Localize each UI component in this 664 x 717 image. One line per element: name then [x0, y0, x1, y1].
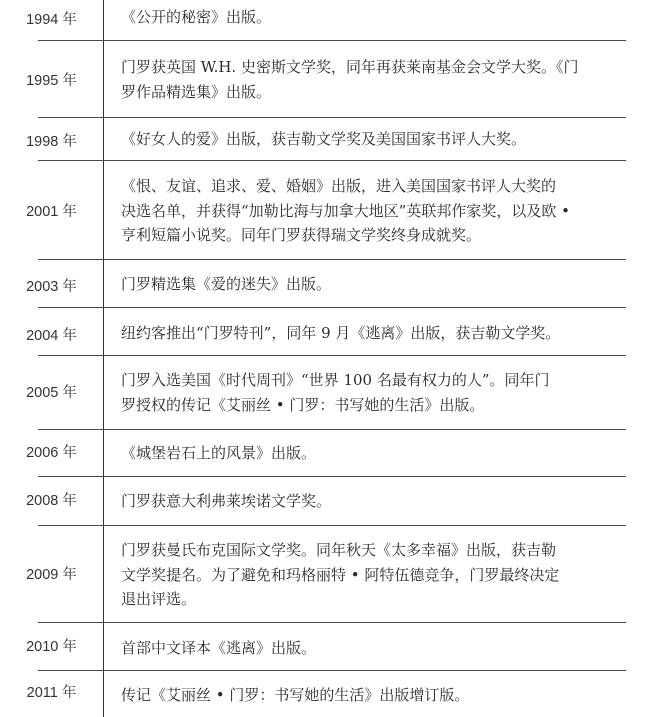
event-line: 罗授权的传记《艾丽丝 • 门罗：书写她的生活》出版。 — [121, 395, 485, 414]
timeline-year: 2004 年 — [26, 328, 77, 344]
timeline-year: 1995 年 — [26, 73, 77, 89]
event-line: 传记《艾丽丝 • 门罗：书写她的生活》出版增订版。 — [121, 686, 470, 704]
timeline-year: 2008 年 — [26, 493, 77, 509]
timeline-event — [121, 489, 624, 514]
event-line: 门罗获曼氏布克国际文学奖。同年秋天《太多幸福》出版，获吉勒 — [121, 541, 557, 559]
timeline-row — [0, 671, 664, 717]
timeline-row — [0, 430, 664, 476]
timeline-event — [121, 538, 624, 612]
event-line: 门罗获意大利弗莱埃诺文学奖。 — [121, 492, 332, 510]
event-line: 《城堡岩石上的风景》出版。 — [121, 444, 317, 462]
timeline-year: 2009 年 — [26, 567, 77, 583]
timeline-row — [0, 118, 664, 160]
timeline-year: 1998 年 — [26, 134, 77, 150]
timeline-event — [121, 174, 624, 248]
event-line: 退出评选。 — [121, 590, 197, 608]
timeline-event — [121, 636, 624, 661]
event-line: 决选名单，并获得“加勒比海与加拿大地区”英联邦作家奖，以及欧 • — [121, 201, 570, 220]
timeline-year: 2010 年 — [26, 639, 77, 655]
timeline-row — [0, 161, 664, 259]
timeline-row — [0, 308, 664, 355]
timeline-year: 2005 年 — [26, 385, 77, 401]
timeline-year: 2006 年 — [26, 445, 77, 461]
event-line: 纽约客推出“门罗特刊”，同年 9 月《逃离》出版，获吉勒文学奖。 — [121, 324, 561, 342]
event-line: 门罗精选集《爱的迷失》出版。 — [121, 275, 332, 293]
timeline-event — [121, 441, 624, 466]
timeline-event — [121, 368, 624, 417]
timeline-event — [121, 127, 624, 152]
event-line: 《好女人的爱》出版，获吉勒文学奖及美国国家书评人大奖。 — [121, 130, 527, 148]
timeline-event — [121, 5, 624, 30]
timeline-row — [0, 0, 664, 40]
timeline-row — [0, 623, 664, 670]
timeline-event — [121, 55, 624, 104]
event-line: 文学奖提名。为了避免和玛格丽特 • 阿特伍德竞争，门罗最终决定 — [121, 565, 560, 584]
event-line: 《恨、友谊、追求、爱、婚姻》出版，进入美国国家书评人大奖的 — [121, 177, 557, 195]
timeline-event — [121, 321, 624, 346]
timeline-row — [0, 526, 664, 622]
timeline-event — [121, 683, 624, 708]
event-line: 门罗入选美国《时代周刊》“世界 100 名最有权力的人”。同年门 — [121, 371, 550, 389]
timeline-row — [0, 260, 664, 307]
event-line: 罗作品精选集》出版。 — [121, 82, 272, 101]
event-line: 门罗获英国 W.H. 史密斯文学奖，同年再获莱南基金会文学大奖。《门 — [121, 58, 579, 76]
timeline-row — [0, 41, 664, 117]
event-line: 亨利短篇小说奖。同年门罗获得瑞文学奖终身成就奖。 — [121, 226, 482, 244]
timeline-year: 2003 年 — [26, 279, 77, 295]
timeline-year: 2011 年 — [26, 685, 77, 701]
timeline-row — [0, 356, 664, 429]
timeline-row — [0, 477, 664, 525]
timeline-event — [121, 272, 624, 297]
event-line: 首部中文译本《逃离》出版。 — [121, 639, 317, 657]
timeline-year: 2001 年 — [26, 204, 77, 220]
timeline-year: 1994 年 — [26, 12, 77, 28]
event-line: 《公开的秘密》出版。 — [121, 8, 272, 26]
